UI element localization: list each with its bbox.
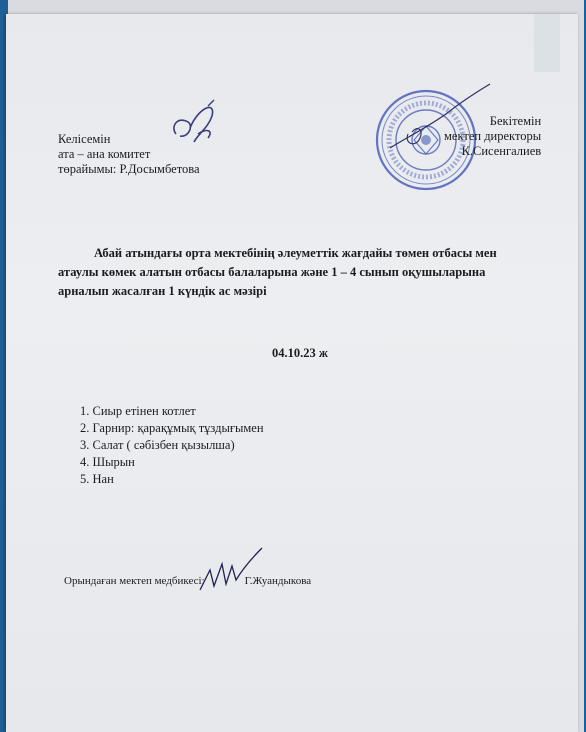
nurse-signature [196,546,266,594]
menu-item: 5. Нан [80,472,114,486]
approval-right-line3: К.Сисенгалиев [461,144,542,158]
approval-left-line3: төрайымы: Р.Досымбетова [58,162,200,176]
menu-item: 3. Салат ( сәбізбен қызылша) [80,438,235,452]
approval-right-line2: мектеп директоры [444,129,542,143]
document-title [58,244,544,301]
menu-item: 2. Гарнир: қарақұмық тұздығымен [80,421,264,435]
document-date: 04.10.23 ж [272,346,328,360]
tape-strip [534,14,560,72]
approval-right-line1: Бекітемін [489,114,542,128]
committee-signature [168,98,238,156]
approval-right-block [428,114,541,159]
title-line3: арналып жасалған 1 күндік ас мәзірі [58,284,267,298]
approval-left-line1: Келісемін [58,132,111,146]
menu-item: 4. Шырын [80,455,135,469]
footer-label: Орындаған мектеп медбикесі: [64,575,205,587]
title-line2: атаулы көмек алатын отбасы балаларына және 1 – 4 сынып оқушыларына [58,265,486,279]
approval-left-line2: ата – ана комитет [58,147,151,161]
footer-name: Г.Жуандыкова [244,575,312,587]
menu-item: 1. Сиыр етінен котлет [80,404,196,418]
menu-list [80,403,264,488]
footer-line [64,574,311,589]
title-line1: Абай атындағы орта мектебінің әлеуметтік жағдайы төмен отбасы мен [94,246,497,260]
